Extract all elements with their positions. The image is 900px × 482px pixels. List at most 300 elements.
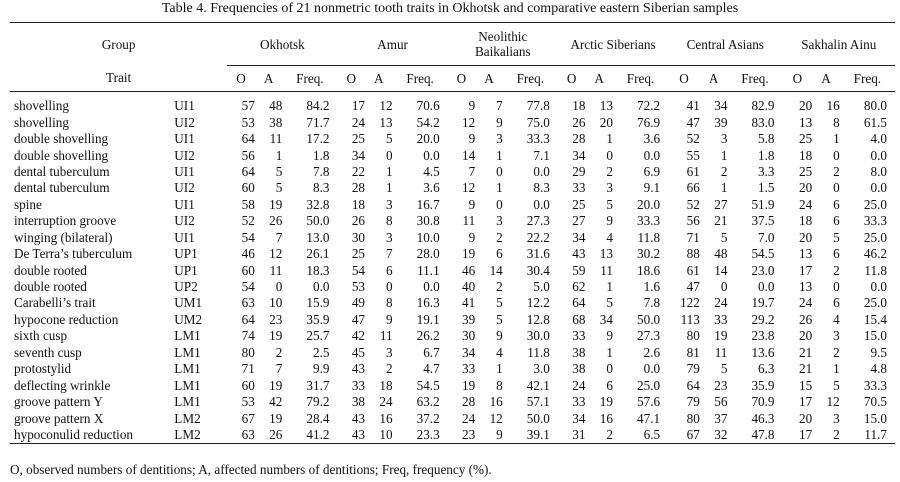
observed-count: 9 (468, 98, 476, 114)
table-row (10, 164, 895, 180)
observed-count: 63 (241, 426, 255, 442)
affected-count: 11 (600, 262, 613, 278)
observed-count: 18 (572, 98, 586, 114)
affected-count: 13 (599, 246, 613, 262)
table-row (10, 377, 895, 393)
affected-count: 1 (496, 361, 503, 377)
frequency-value: 51.9 (751, 196, 775, 212)
frequency-value: 20.0 (416, 131, 440, 147)
affected-count: 9 (496, 426, 503, 442)
affected-count: 0 (720, 279, 728, 295)
frequency-value: 25.0 (637, 377, 661, 393)
col-o: O (566, 70, 577, 86)
affected-count: 11 (714, 344, 728, 360)
frequency-value: 77.8 (526, 98, 550, 114)
observed-count: 20 (799, 229, 813, 245)
observed-count: 18 (799, 213, 813, 229)
observed-count: 62 (572, 279, 586, 295)
frequency-value: 12.8 (526, 311, 550, 327)
frequency-value: 70.5 (863, 394, 887, 410)
trait-name: protostylid (14, 361, 72, 377)
affected-count: 6 (606, 377, 613, 393)
affected-count: 19 (269, 196, 283, 212)
frequency-value: 2.6 (643, 344, 661, 360)
observed-count: 20 (799, 328, 813, 344)
observed-count: 31 (572, 426, 586, 442)
affected-count: 9 (496, 114, 503, 130)
table-row (10, 114, 895, 130)
tooth-code: UI2 (174, 147, 195, 163)
affected-count: 8 (833, 114, 840, 130)
group-neolithic-baikalians (448, 23, 558, 66)
frequency-value: 25.7 (306, 328, 330, 344)
table-caption: Table 4. Frequencies of 21 nonmetric tooth traits in Okhotsk and comparative eastern Siberian samples (161, 1, 739, 16)
observed-count: 60 (241, 262, 255, 278)
observed-count: 47 (686, 114, 700, 130)
table-row (10, 147, 895, 163)
observed-count: 43 (351, 426, 366, 442)
frequency-value: 4.7 (423, 361, 440, 377)
frequency-value: 17.2 (306, 131, 330, 147)
affected-count: 5 (496, 311, 503, 327)
frequency-value: 15.4 (863, 311, 887, 327)
affected-count: 0 (385, 279, 393, 295)
tooth-code: UP1 (174, 246, 198, 262)
affected-count: 20 (599, 114, 613, 130)
observed-count: 25 (572, 196, 586, 212)
col-a: A (263, 70, 274, 86)
frequency-value: 13.0 (306, 229, 330, 245)
tooth-code: LM1 (174, 361, 201, 377)
observed-count: 56 (241, 147, 255, 163)
frequency-value: 5.0 (533, 279, 550, 295)
tooth-code: UI2 (174, 114, 195, 130)
frequency-value: 47.8 (751, 426, 775, 442)
frequency-value: 8.3 (312, 180, 330, 196)
table-row (10, 197, 895, 213)
observed-count: 74 (241, 328, 255, 344)
table-footnote: O, observed numbers of dentitions; A, affected numbers of dentitions; Freq, frequency (%). (10, 462, 492, 477)
trait-name: shovelling (14, 114, 69, 130)
observed-count: 122 (680, 295, 700, 311)
observed-count: 22 (351, 163, 366, 179)
observed-count: 46 (462, 262, 476, 278)
frequency-value: 4.5 (423, 163, 440, 179)
observed-count: 34 (572, 410, 586, 426)
frequency-value: 54.5 (416, 377, 440, 393)
observed-count: 30 (351, 229, 366, 245)
affected-count: 3 (833, 410, 840, 426)
table-row (10, 312, 895, 328)
affected-count: 37 (714, 410, 728, 426)
affected-count: 1 (496, 147, 503, 163)
observed-count: 28 (462, 394, 476, 410)
observed-count: 17 (799, 426, 813, 442)
frequency-value: 0.0 (423, 279, 440, 295)
affected-count: 19 (269, 328, 283, 344)
trait-name: double shovelling (14, 147, 109, 163)
observed-count: 64 (241, 311, 255, 327)
observed-count: 34 (572, 229, 586, 245)
affected-count: 14 (489, 262, 503, 278)
frequency-value: 0.0 (643, 147, 661, 163)
affected-count: 34 (599, 311, 613, 327)
frequency-value: 35.9 (751, 377, 775, 393)
frequency-value: 27.3 (637, 328, 661, 344)
observed-count: 15 (799, 377, 813, 393)
affected-count: 2 (606, 163, 613, 179)
frequency-value: 63.2 (416, 394, 440, 410)
col-freq: Freq. (741, 70, 769, 86)
frequency-value: 33.3 (863, 377, 887, 393)
observed-count: 17 (351, 98, 366, 114)
frequency-value: 6.9 (643, 163, 661, 179)
frequency-value: 57.1 (526, 394, 550, 410)
tooth-code: LM1 (174, 328, 201, 344)
observed-count: 41 (686, 98, 700, 114)
observed-count: 60 (241, 377, 255, 393)
frequency-value: 18.3 (306, 262, 330, 278)
observed-count: 24 (572, 377, 586, 393)
frequency-value: 4.8 (870, 361, 887, 377)
observed-count: 81 (686, 344, 700, 360)
frequency-value: 10.0 (416, 229, 440, 245)
frequency-value: 0.0 (312, 279, 330, 295)
frequency-value: 29.2 (751, 311, 775, 327)
affected-count: 26 (269, 213, 283, 229)
affected-count: 6 (833, 213, 840, 229)
frequency-value: 8.0 (870, 163, 887, 179)
frequency-value: 57.6 (637, 394, 661, 410)
col-a: A (484, 70, 494, 86)
table-row (10, 262, 895, 278)
affected-count: 5 (833, 229, 840, 245)
frequency-value: 23.0 (751, 262, 775, 278)
affected-count: 3 (833, 328, 840, 344)
tooth-code: LM1 (174, 377, 201, 393)
frequency-value: 25.0 (863, 196, 887, 212)
trait-name: winging (bilateral) (14, 229, 113, 245)
affected-count: 16 (826, 98, 840, 114)
frequency-value: 0.0 (423, 147, 440, 163)
frequency-value: 18.6 (637, 262, 661, 278)
observed-count: 17 (799, 394, 813, 410)
frequency-value: 46.3 (751, 410, 775, 426)
table-row (10, 345, 895, 361)
observed-count: 80 (686, 328, 700, 344)
observed-count: 25 (799, 131, 813, 147)
frequency-value: 0.0 (533, 196, 550, 212)
observed-count: 79 (686, 394, 700, 410)
frequency-value: 25.0 (863, 229, 887, 245)
affected-count: 3 (496, 213, 503, 229)
affected-count: 48 (714, 246, 728, 262)
affected-count: 2 (833, 163, 840, 179)
frequency-value: 26.2 (416, 328, 440, 344)
affected-count: 23 (269, 311, 283, 327)
observed-count: 38 (351, 394, 366, 410)
affected-count: 5 (720, 229, 728, 245)
table-row (10, 361, 895, 377)
tooth-code: LM2 (174, 426, 201, 442)
affected-count: 6 (833, 295, 840, 311)
frequency-value: 82.9 (751, 98, 775, 114)
frequency-value: 76.9 (637, 114, 661, 130)
observed-count: 55 (686, 147, 700, 163)
affected-count: 7 (496, 98, 503, 114)
affected-count: 1 (275, 147, 283, 163)
observed-count: 24 (462, 410, 476, 426)
affected-count: 13 (599, 98, 613, 114)
observed-count: 41 (462, 295, 476, 311)
affected-count: 23 (714, 377, 728, 393)
affected-count: 16 (379, 410, 393, 426)
observed-count: 49 (351, 295, 366, 311)
observed-count: 14 (462, 147, 476, 163)
trait-name: interruption groove (14, 213, 117, 229)
observed-count: 64 (572, 295, 586, 311)
affected-count: 0 (606, 147, 613, 163)
affected-count: 19 (714, 328, 728, 344)
trait-name: dental tuberculum (14, 163, 110, 179)
tooth-code: LM2 (174, 410, 201, 426)
affected-count: 9 (606, 213, 613, 229)
observed-count: 56 (686, 213, 700, 229)
frequency-value: 13.6 (751, 344, 775, 360)
affected-count: 11 (269, 131, 283, 147)
frequency-value: 28.4 (306, 410, 330, 426)
affected-count: 42 (269, 394, 283, 410)
frequency-value: 79.2 (306, 394, 330, 410)
frequency-value: 26.1 (306, 246, 330, 262)
observed-count: 54 (241, 279, 255, 295)
frequency-value: 7.8 (312, 163, 330, 179)
affected-count: 12 (826, 394, 840, 410)
affected-count: 9 (496, 328, 503, 344)
affected-count: 3 (385, 229, 393, 245)
observed-count: 13 (799, 246, 813, 262)
affected-count: 5 (606, 295, 613, 311)
observed-count: 88 (686, 246, 700, 262)
observed-count: 21 (799, 344, 813, 360)
observed-count: 80 (686, 410, 700, 426)
frequency-value: 3.3 (758, 163, 775, 179)
observed-count: 13 (799, 279, 813, 295)
col-a: A (708, 70, 719, 86)
table-row (10, 427, 895, 444)
affected-count: 34 (714, 98, 728, 114)
affected-count: 5 (275, 180, 283, 196)
frequency-value: 33.3 (637, 213, 661, 229)
observed-count: 52 (241, 213, 255, 229)
observed-count: 38 (572, 361, 586, 377)
affected-count: 3 (496, 131, 503, 147)
observed-count: 68 (572, 311, 586, 327)
observed-count: 24 (799, 295, 813, 311)
observed-count: 9 (468, 196, 476, 212)
tooth-code: UI1 (174, 98, 195, 114)
affected-count: 5 (833, 377, 840, 393)
frequency-value: 15.0 (863, 410, 887, 426)
trait-name: dental tuberculum (14, 180, 110, 196)
col-o: O (346, 70, 356, 86)
affected-count: 0 (833, 279, 840, 295)
affected-count: 1 (606, 131, 613, 147)
table-body (10, 98, 895, 444)
affected-count: 39 (714, 114, 728, 130)
col-freq: Freq. (406, 70, 434, 86)
affected-count: 5 (606, 196, 613, 212)
affected-count: 2 (833, 426, 840, 442)
affected-count: 2 (275, 344, 283, 360)
frequency-value: 16.3 (416, 295, 440, 311)
affected-count: 10 (379, 426, 393, 442)
frequency-value: 54.2 (416, 114, 440, 130)
observed-count: 9 (468, 229, 476, 245)
observed-count: 18 (351, 196, 366, 212)
affected-count: 1 (496, 180, 503, 196)
observed-count: 18 (799, 147, 813, 163)
frequency-value: 30.8 (416, 213, 440, 229)
affected-count: 4 (833, 311, 840, 327)
frequency-value: 3.6 (423, 180, 440, 196)
observed-count: 25 (351, 131, 366, 147)
frequency-value: 6.7 (423, 344, 440, 360)
frequency-value: 2.5 (312, 344, 330, 360)
observed-count: 13 (799, 114, 813, 130)
table-row (10, 295, 895, 311)
frequency-value: 19.7 (751, 295, 775, 311)
observed-count: 34 (572, 147, 586, 163)
frequency-value: 75.0 (526, 114, 550, 130)
neolithic-line1: Neolithic (478, 29, 528, 44)
affected-count: 12 (489, 410, 503, 426)
trait-name: deflecting wrinkle (14, 377, 111, 393)
frequency-value: 4.0 (870, 131, 887, 147)
affected-count: 1 (720, 147, 728, 163)
frequency-value: 33.3 (863, 213, 887, 229)
frequency-value: 37.5 (751, 213, 775, 229)
observed-count: 34 (351, 147, 366, 163)
affected-count: 16 (489, 394, 503, 410)
table-row (10, 394, 895, 410)
affected-count: 19 (599, 394, 613, 410)
affected-count: 7 (275, 229, 283, 245)
frequency-value: 27.3 (526, 213, 550, 229)
col-a: A (594, 70, 604, 86)
affected-count: 3 (385, 196, 393, 212)
observed-count: 54 (241, 229, 255, 245)
frequency-value: 50.0 (526, 410, 550, 426)
frequency-value: 71.7 (306, 114, 330, 130)
affected-count: 5 (275, 163, 283, 179)
affected-count: 6 (833, 246, 840, 262)
observed-count: 33 (572, 394, 586, 410)
frequency-value: 5.8 (758, 131, 775, 147)
affected-count: 12 (269, 246, 283, 262)
affected-count: 11 (269, 262, 283, 278)
col-freq: Freq. (296, 70, 324, 86)
frequency-value: 11.8 (864, 262, 887, 278)
observed-count: 52 (686, 131, 700, 147)
frequency-value: 33.3 (526, 131, 550, 147)
affected-count: 0 (833, 180, 840, 196)
trait-name: double shovelling (14, 131, 109, 147)
observed-count: 25 (351, 246, 366, 262)
frequency-value: 11.8 (527, 344, 550, 360)
frequency-value: 3.6 (643, 131, 661, 147)
observed-count: 53 (241, 394, 255, 410)
affected-count: 0 (606, 361, 613, 377)
observed-count: 71 (686, 229, 700, 245)
observed-count: 9 (468, 131, 476, 147)
table-row (10, 279, 895, 295)
frequency-value: 46.2 (863, 246, 887, 262)
trait-name: hypocone reduction (14, 311, 119, 327)
affected-count: 1 (606, 279, 613, 295)
tooth-code: LM1 (174, 344, 201, 360)
frequency-value: 32.8 (306, 196, 330, 212)
table-row (10, 131, 895, 147)
tooth-code: UP1 (174, 262, 198, 278)
observed-count: 28 (351, 180, 366, 196)
affected-count: 6 (833, 196, 840, 212)
affected-count: 32 (714, 426, 728, 442)
frequency-value: 30.0 (526, 328, 550, 344)
frequency-value: 70.9 (751, 394, 775, 410)
affected-count: 24 (379, 394, 393, 410)
affected-count: 38 (269, 114, 283, 130)
frequency-value: 22.2 (526, 229, 550, 245)
frequency-value: 0.0 (533, 163, 550, 179)
tooth-code: LM1 (174, 394, 201, 410)
trait-name: De Terra’s tuberculum (14, 246, 133, 262)
frequency-value: 41.2 (306, 426, 330, 442)
affected-count: 5 (720, 361, 728, 377)
col-a: A (821, 70, 831, 86)
observed-count: 39 (462, 311, 476, 327)
affected-count: 3 (720, 131, 728, 147)
frequency-value: 7.8 (643, 295, 661, 311)
tooth-code: UM2 (174, 311, 203, 327)
neolithic-line2: Baikalians (474, 44, 531, 59)
affected-count: 10 (269, 295, 283, 311)
affected-count: 6 (385, 262, 393, 278)
frequency-value: 12.2 (526, 295, 550, 311)
frequency-value: 9.5 (870, 344, 887, 360)
observed-count: 46 (241, 246, 255, 262)
frequency-value: 9.1 (643, 180, 661, 196)
frequency-value: 11.8 (637, 229, 661, 245)
observed-count: 67 (241, 410, 255, 426)
affected-count: 14 (714, 262, 728, 278)
observed-count: 43 (351, 410, 366, 426)
affected-count: 8 (385, 295, 393, 311)
frequency-value: 1.6 (643, 279, 661, 295)
affected-count: 19 (269, 377, 283, 393)
affected-count: 3 (385, 344, 393, 360)
observed-count: 12 (462, 180, 476, 196)
frequency-value: 50.0 (306, 213, 330, 229)
frequency-value: 8.3 (533, 180, 550, 196)
group-central-asians: Central Asians (668, 23, 782, 66)
tooth-code: UP2 (174, 279, 198, 295)
observed-count: 25 (799, 163, 813, 179)
group-okhotsk: Okhotsk (227, 23, 337, 66)
table-row (10, 246, 895, 262)
trait-name: seventh cusp (14, 344, 82, 360)
affected-count: 1 (720, 180, 728, 196)
